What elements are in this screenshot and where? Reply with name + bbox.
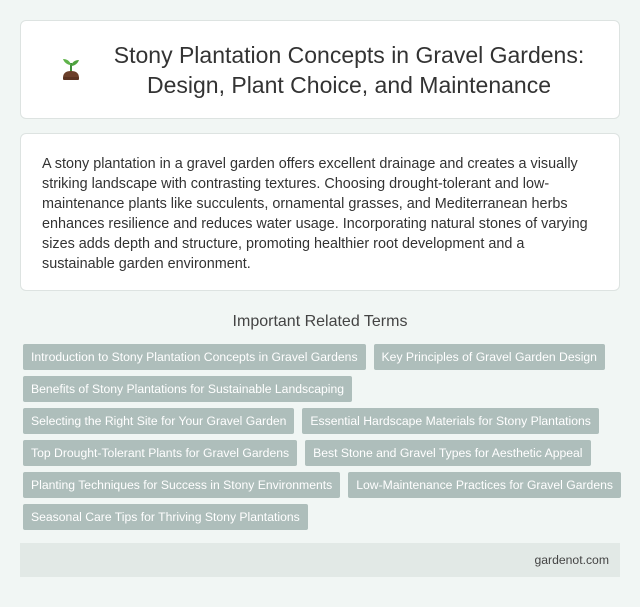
related-term-tag[interactable]: Introduction to Stony Plantation Concepts in Gravel Gardens xyxy=(23,344,366,370)
footer-site-link[interactable]: gardenot.com xyxy=(534,553,609,567)
related-term-tag[interactable]: Best Stone and Gravel Types for Aesthetic Appeal xyxy=(305,440,590,466)
related-term-tag[interactable]: Top Drought-Tolerant Plants for Gravel Gardens xyxy=(23,440,297,466)
related-terms-list xyxy=(23,344,623,530)
footer xyxy=(20,543,620,577)
intro-paragraph: A stony plantation in a gravel garden offers excellent drainage and creates a visually striking landscape with contrasting textures. Choosing drought-tolerant and low-maintenance plants like succulents, ornamental grasses, and Mediterranean herbs enhances resilience and reduces water usage. Incorporating natural stones of varying sizes adds depth and structure, promoting healthier root development and a sustainable garden environment. xyxy=(42,156,588,272)
related-term-tag[interactable]: Planting Techniques for Success in Stony Environments xyxy=(23,472,340,498)
related-term-tag[interactable]: Low-Maintenance Practices for Gravel Gardens xyxy=(348,472,621,498)
page-title: Stony Plantation Concepts in Gravel Gardens: Design, Plant Choice, and Maintenance xyxy=(113,41,585,98)
related-term-tag[interactable]: Essential Hardscape Materials for Stony Plantations xyxy=(302,408,598,434)
intro-card xyxy=(20,133,620,291)
related-term-tag[interactable]: Seasonal Care Tips for Thriving Stony Plantations xyxy=(23,504,308,530)
sprout-icon xyxy=(57,56,85,84)
related-term-tag[interactable]: Benefits of Stony Plantations for Sustainable Landscaping xyxy=(23,376,352,402)
title-card xyxy=(20,20,620,119)
related-term-tag[interactable]: Key Principles of Gravel Garden Design xyxy=(374,344,605,370)
related-term-tag[interactable]: Selecting the Right Site for Your Gravel Garden xyxy=(23,408,294,434)
related-terms-heading: Important Related Terms xyxy=(232,313,408,330)
